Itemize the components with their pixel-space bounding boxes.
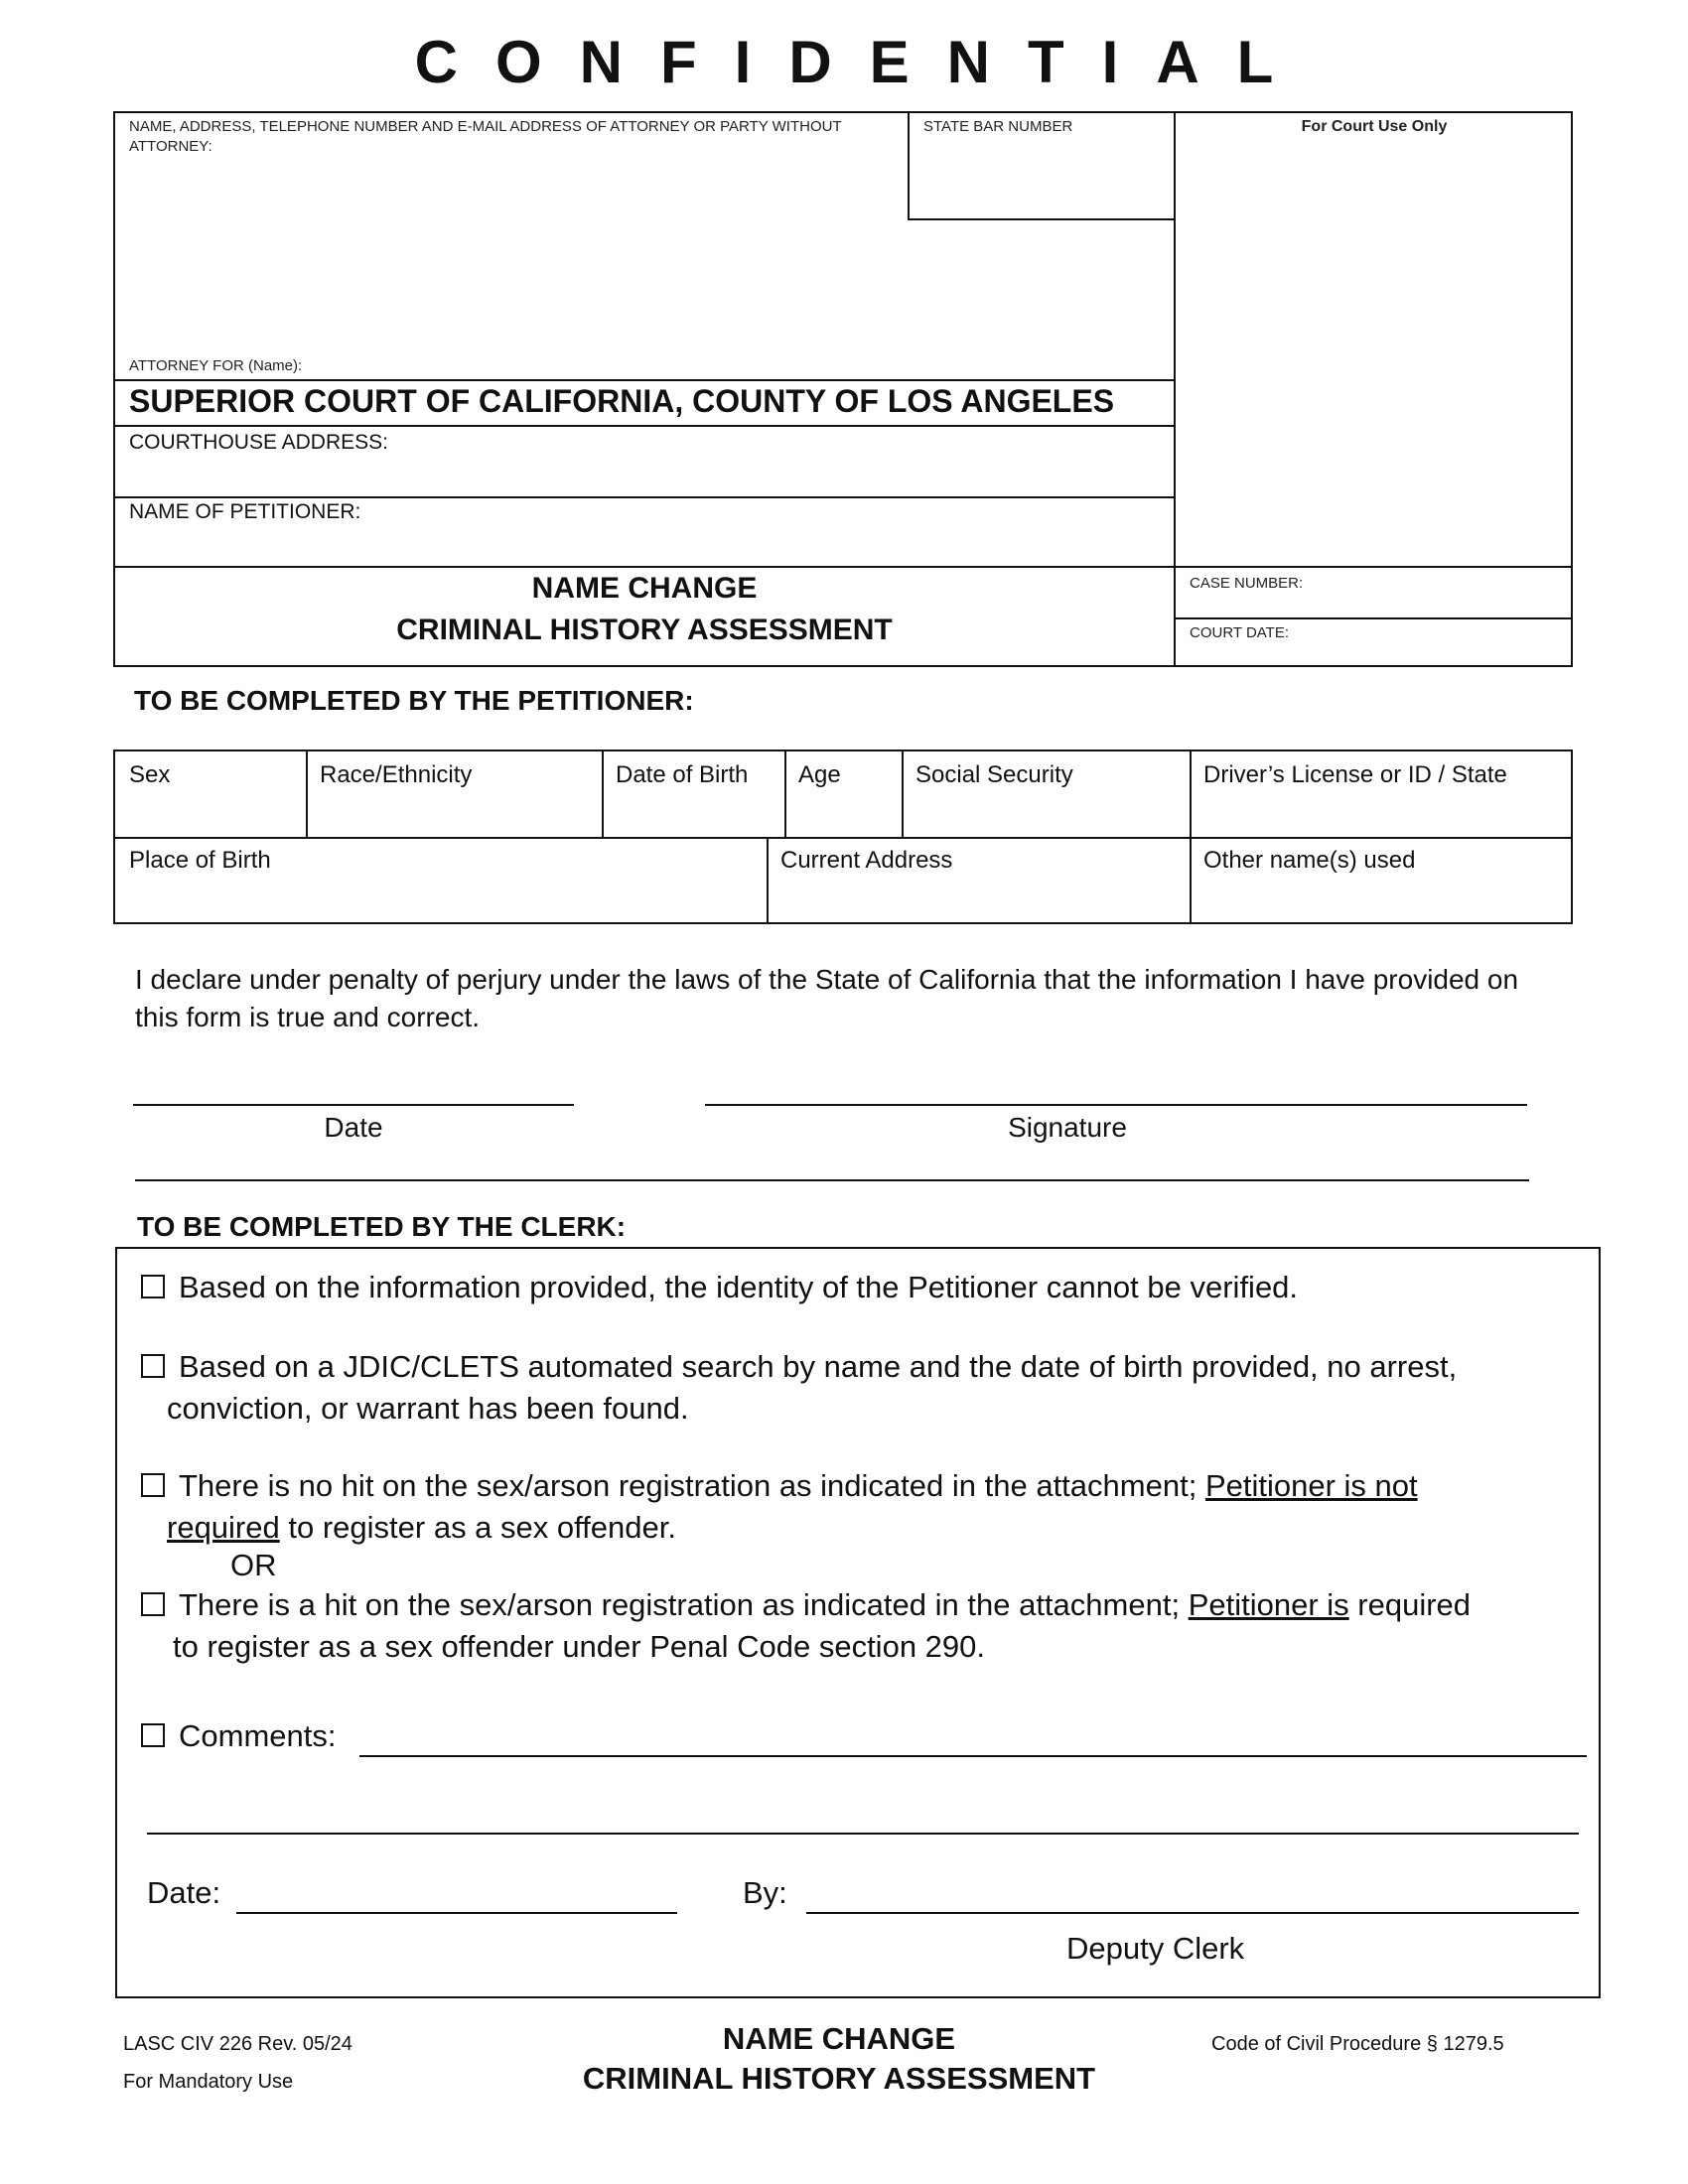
clerk-option-1[interactable]	[141, 1267, 1298, 1308]
current-address-cell[interactable]	[767, 837, 1190, 922]
clerk-option-3-text-b: to register as a sex offender.	[288, 1510, 676, 1545]
race-cell[interactable]	[306, 751, 602, 837]
form-title	[115, 568, 1174, 651]
clerk-option-3[interactable]	[141, 1465, 1418, 1549]
birthplace-cell[interactable]	[115, 837, 767, 922]
declaration-text: I declare under penalty of perjury under the laws of the State of California that the information I have provided on this form is true and correct.	[135, 964, 1519, 1032]
signature-label: Signature	[1008, 1112, 1127, 1143]
clerk-date-label: Date:	[147, 1875, 221, 1910]
clerk-option-3-underline-1: Petitioner is not	[1204, 1468, 1418, 1503]
clerk-option-2[interactable]	[141, 1346, 1457, 1430]
footer-title	[496, 2019, 1182, 2099]
clerk-option-2-line2: conviction, or warrant has been found.	[167, 1391, 689, 1426]
caption-box	[113, 111, 1573, 667]
race-label: Race/Ethnicity	[320, 761, 473, 788]
clerk-option-4-underline: Petitioner is	[1188, 1587, 1349, 1622]
checkbox-registration-hit[interactable]	[141, 1592, 165, 1616]
footer-title-line2: CRIMINAL HISTORY ASSESSMENT	[582, 2061, 1096, 2096]
by-line[interactable]	[806, 1912, 1579, 1914]
comments-line-1[interactable]	[359, 1755, 1587, 1757]
clerk-option-4-text-a: There is a hit on the sex/arson registration as indicated in the attachment;	[179, 1587, 1181, 1622]
clerk-box	[115, 1247, 1601, 1998]
petitioner-info-table	[113, 750, 1573, 924]
separator-line	[135, 1179, 1529, 1181]
petitioner-section-heading: TO BE COMPLETED BY THE PETITIONER:	[134, 685, 694, 716]
checkbox-no-arrest-found[interactable]	[141, 1354, 165, 1378]
sex-cell[interactable]	[115, 751, 306, 837]
footer-title-line1: NAME CHANGE	[722, 2021, 956, 2056]
comments-label: Comments:	[179, 1718, 337, 1753]
signature-line[interactable]	[705, 1104, 1527, 1106]
checkbox-identity-not-verified[interactable]	[141, 1275, 165, 1298]
current-address-label: Current Address	[780, 847, 953, 874]
clerk-option-4-line2: to register as a sex offender under Penal Code section 290.	[173, 1629, 986, 1664]
petitioner-label: NAME OF PETITIONER:	[129, 500, 361, 523]
court-date-label: COURT DATE:	[1190, 624, 1290, 641]
clerk-option-3-underline-2: required	[167, 1510, 280, 1545]
ssn-label: Social Security	[915, 761, 1073, 788]
birthplace-label: Place of Birth	[129, 847, 271, 874]
age-label: Age	[798, 761, 841, 788]
code-reference: Code of Civil Procedure § 1279.5	[1211, 2033, 1504, 2055]
age-cell[interactable]	[784, 751, 902, 837]
license-cell[interactable]	[1190, 751, 1571, 837]
state-bar-box[interactable]	[908, 113, 1176, 220]
checkbox-no-registration-hit[interactable]	[141, 1473, 165, 1497]
comments-row	[141, 1715, 336, 1757]
other-names-cell[interactable]	[1190, 837, 1571, 922]
date-label: Date	[324, 1112, 383, 1143]
attorney-label: NAME, ADDRESS, TELEPHONE NUMBER AND E-MAIL ADDRESS OF ATTORNEY OR PARTY WITHOUT ATTORNEY:	[129, 118, 842, 155]
attorney-for-label: ATTORNEY FOR (Name):	[129, 357, 303, 374]
sex-label: Sex	[129, 761, 171, 788]
dob-label: Date of Birth	[616, 761, 749, 788]
confidential-heading: CONFIDENTIAL	[414, 29, 1312, 95]
form-title-line1: NAME CHANGE	[531, 572, 758, 605]
clerk-option-1-text: Based on the information provided, the identity of the Petitioner cannot be verified.	[179, 1270, 1299, 1304]
clerk-option-4-text-b: required	[1357, 1587, 1472, 1622]
clerk-option-3-text-a: There is no hit on the sex/arson registration as indicated in the attachment;	[179, 1468, 1197, 1503]
or-label: OR	[230, 1548, 277, 1582]
court-use-label: For Court Use Only	[1301, 118, 1448, 135]
mandatory-use: For Mandatory Use	[123, 2071, 294, 2093]
clerk-option-2-line1: Based on a JDIC/CLETS automated search by name and the date of birth provided, no arrest,	[179, 1349, 1458, 1384]
comments-line-2[interactable]	[147, 1833, 1579, 1835]
state-bar-label: STATE BAR NUMBER	[923, 118, 1073, 135]
ssn-cell[interactable]	[902, 751, 1190, 837]
date-signature-line[interactable]	[133, 1104, 574, 1106]
clerk-date-line[interactable]	[236, 1912, 677, 1914]
license-label: Driver’s License or ID / State	[1203, 761, 1507, 788]
other-names-label: Other name(s) used	[1203, 847, 1416, 874]
clerk-option-4[interactable]	[141, 1584, 1471, 1668]
court-name: SUPERIOR COURT OF CALIFORNIA, COUNTY OF LOS ANGELES	[129, 383, 1115, 419]
by-label: By:	[743, 1875, 787, 1910]
clerk-section-heading: TO BE COMPLETED BY THE CLERK:	[137, 1211, 627, 1242]
form-id: LASC CIV 226 Rev. 05/24	[123, 2033, 352, 2055]
deputy-clerk-label: Deputy Clerk	[1066, 1931, 1245, 1966]
form-title-line2: CRIMINAL HISTORY ASSESSMENT	[396, 614, 893, 646]
dob-cell[interactable]	[602, 751, 784, 837]
case-number-label: CASE NUMBER:	[1190, 575, 1304, 592]
checkbox-comments[interactable]	[141, 1723, 165, 1747]
courthouse-address-label: COURTHOUSE ADDRESS:	[129, 431, 388, 454]
